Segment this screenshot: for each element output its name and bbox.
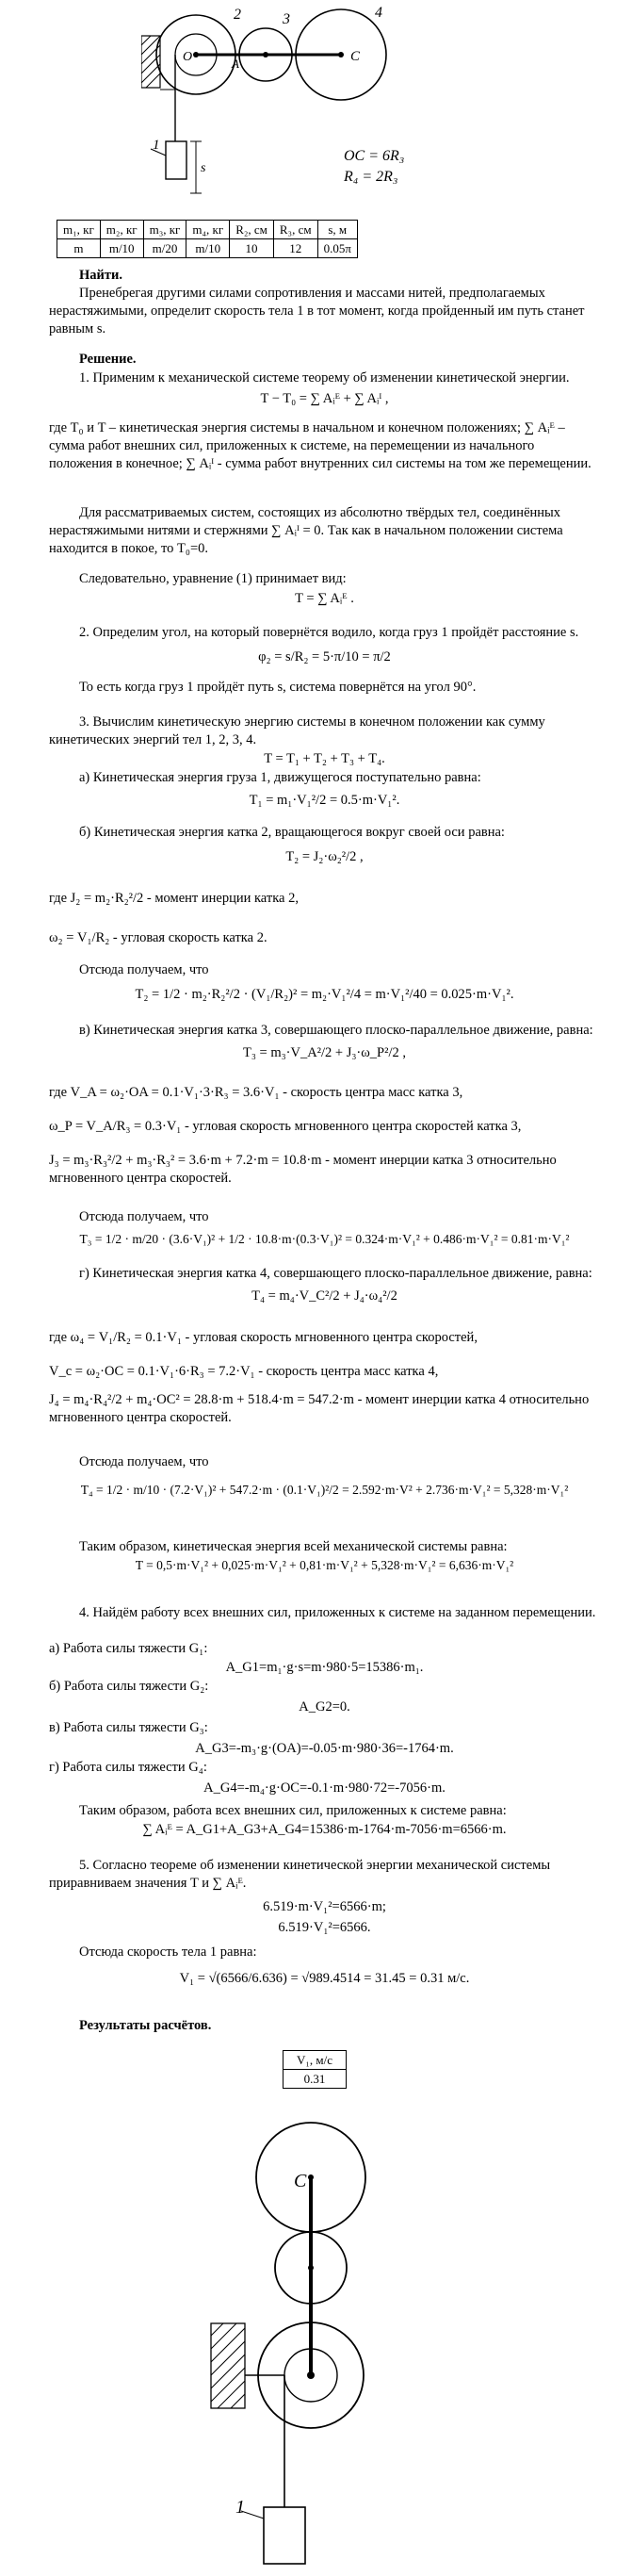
table-row xyxy=(284,2051,347,2070)
step-3d-text: г) Кинетическая энергия катка 4, совершающего плоско-параллельное движение, равна: xyxy=(79,1266,592,1281)
equation-16: A_G4=-m₄·g·OC=-0.1·m·980·72=-7056·m. xyxy=(203,1780,446,1796)
equation-18: 6.519·m·V₁²=6566·m; xyxy=(263,1899,386,1914)
table-row xyxy=(57,221,358,239)
label-1: 1 xyxy=(153,138,160,153)
equation-2: T = ∑ Aᵢᴱ . xyxy=(295,591,354,606)
equation-19: 6.519·V₁²=6566. xyxy=(278,1920,371,1935)
equation-15: A_G3=-m₃·g·(OA)=-0.05·m·980·36=-1764·m. xyxy=(195,1741,454,1756)
step-3d-result-intro: Отсюда получаем, что xyxy=(79,1454,209,1469)
equation-3: φ₂ = s/R₂ = 5·π/10 = π/2 xyxy=(258,649,391,665)
step-3c-velocity: где V_A = ω₂·OA = 0.1·V₁·3·R₃ = 3.6·V₁ - скорость центра масс катка 3, xyxy=(49,1085,463,1100)
table-cell: 12 xyxy=(273,239,317,258)
step-3c-result-intro: Отсюда получаем, что xyxy=(79,1209,209,1224)
table-header-cell: m₂, кг xyxy=(100,221,143,239)
step-3b-result-intro: Отсюда получаем, что xyxy=(79,962,209,977)
step-1-system-note: Для рассматриваемых систем, состоящих из абсолютно твёрдых тел, соединённых нерастяжимыми нитями и стержнями ∑ Aᵢᴵ = 0. Так как в начальном положении система находится в покое, то T₀=0. xyxy=(49,505,563,557)
step-2-conclusion: То есть когда груз 1 пройдёт путь s, система повернётся на угол 90°. xyxy=(79,680,477,695)
find-heading: Найти. xyxy=(79,268,122,283)
step-3c-text: в) Кинетическая энергия катка 3, совершающего плоско-параллельное движение, равна: xyxy=(79,1023,593,1038)
label-4: 4 xyxy=(375,5,382,21)
mechanism-figure-bottom xyxy=(198,2092,414,2568)
mechanism-figure-top xyxy=(141,0,480,209)
table-header-cell: V₁, м/с xyxy=(284,2051,347,2070)
equation-9: T₃ = 1/2 · m/20 · (3.6·V₁)² + 1/2 · 10.8·m·(0.3·V₁)² = 0.324·m·V₁² + 0.486·m·V₁² = 0.81·m·V₁² xyxy=(79,1232,570,1246)
table-cell: 0.05π xyxy=(317,239,357,258)
relation-r4: R₄ = 2R₃ xyxy=(344,169,398,185)
step-3b-text: б) Кинетическая энергия катка 2, вращающегося вокруг своей оси равна: xyxy=(79,825,505,840)
equation-12: T = 0,5·m·V₁² + 0,025·m·V₁² + 0,81·m·V₁² + 5,328·m·V₁² = 6,636·m·V₁² xyxy=(135,1558,514,1572)
table-cell: m/20 xyxy=(143,239,186,258)
equation-20: V₁ = √(6566/6.636) = √989.4514 = 31.45 = 0.31 м/с. xyxy=(179,1971,470,1986)
step-4d-text: г) Работа силы тяжести G₄: xyxy=(49,1760,207,1775)
step-3e-text: Таким образом, кинетическая энергия всей механической системы равна: xyxy=(79,1539,508,1554)
step-3b-angular: ω₂ = V₁/R₂ - угловая скорость катка 2. xyxy=(49,930,267,945)
label-c: C xyxy=(350,49,361,64)
equation-4: T = T₁ + T₂ + T₃ + T₄. xyxy=(264,751,385,766)
step-3-text: 3. Вычислим кинетическую энергию системы в конечном положении как сумму кинетических энергий тел 1, 2, 3, 4. xyxy=(49,714,545,748)
equation-14: A_G2=0. xyxy=(299,1699,350,1715)
step-4b-text: б) Работа силы тяжести G₂: xyxy=(49,1679,209,1694)
equation-17: ∑ Aᵢᴱ = A_G1+A_G3+A_G4=15386·m-1764·m-7056·m=6566·m. xyxy=(142,1822,507,1837)
step-1-consequence: Следовательно, уравнение (1) принимает вид: xyxy=(79,571,347,586)
step-1-explanation: где T₀ и T – кинетическая энергия системы в начальном и конечном положениях; ∑ Aᵢᴱ – сумма работ внешних сил, приложенных к системе, на перемещении из начального положения в конечное; ∑ Aᵢᴵ - сумма работ внутренних сил системы на том же перемещении. xyxy=(49,420,591,472)
table-header-cell: m₁, кг xyxy=(57,221,101,239)
step-3a-text: а) Кинетическая энергия груза 1, движущегося поступательно равна: xyxy=(79,770,481,785)
table-cell: m/10 xyxy=(100,239,143,258)
label-3: 3 xyxy=(283,11,290,27)
equation-7: T₂ = 1/2 · m₂·R₂²/2 · (V₁/R₂)² = m₂·V₁²/4 = m·V₁²/40 = 0.025·m·V₁². xyxy=(135,987,514,1002)
step-3c-inertia: J₃ = m₃·R₃²/2 + m₃·R₃² = 3.6·m + 7.2·m = 10.8·m - момент инерции катка 3 относительно мгновенного центра скоростей. xyxy=(49,1153,557,1187)
step-3d-velocity: V_c = ω₂·OC = 0.1·V₁·6·R₃ = 7.2·V₁ - скорость центра масс катка 4, xyxy=(49,1364,439,1379)
step-5-text: 5. Согласно теореме об изменении кинетической энергии механической системы приравниваем значения T и ∑ Aᵢᴱ. xyxy=(49,1858,551,1892)
table-cell: m xyxy=(57,239,101,258)
table-row xyxy=(284,2070,347,2089)
step-3b-inertia: где J₂ = m₂·R₂²/2 - момент инерции катка 2, xyxy=(49,891,299,906)
table-cell: 10 xyxy=(230,239,274,258)
step-1-text: 1. Применим к механической системе теорему об изменении кинетической энергии. xyxy=(79,370,570,386)
label-c: C xyxy=(294,2171,307,2191)
step-5-result-intro: Отсюда скорость тела 1 равна: xyxy=(79,1944,257,1960)
label-1: 1 xyxy=(235,2497,245,2518)
parameters-table xyxy=(57,220,358,258)
solution-heading: Решение. xyxy=(79,352,137,367)
relation-oc: OC = 6R₃ xyxy=(344,148,405,164)
table-cell: m/10 xyxy=(186,239,230,258)
table-header-cell: R₃, см xyxy=(273,221,317,239)
table-cell: 0.31 xyxy=(284,2070,347,2089)
step-3d-inertia: J₄ = m₄·R₄²/2 + m₄·OC² = 28.8·m + 518.4·m = 547.2·m - момент инерции катка 4 относительно мгновенного центра скоростей. xyxy=(49,1392,590,1426)
label-2: 2 xyxy=(234,7,241,23)
equation-13: A_G1=m₁·g·s=m·980·5=15386·m₁. xyxy=(225,1660,424,1675)
equation-1: T − T₀ = ∑ Aᵢᴱ + ∑ Aᵢᴵ , xyxy=(260,391,389,406)
label-a: A xyxy=(232,57,239,71)
step-3d-angular: где ω₄ = V₁/R₂ = 0.1·V₁ - угловая скорость мгновенного центра скоростей, xyxy=(49,1330,478,1345)
step-3c-angular: ω_P = V_A/R₃ = 0.3·V₁ - угловая скорость мгновенного центра скоростей катка 3, xyxy=(49,1119,522,1134)
step-2-text: 2. Определим угол, на который повернётся водило, когда груз 1 пройдёт расстояние s. xyxy=(79,625,579,640)
find-text: Пренебрегая другими силами сопротивления и массами нитей, предполагаемых нерастяжимыми, определит скорость тела 1 в тот момент, когда пройденный им путь станет равным s. xyxy=(49,286,585,337)
results-heading: Результаты расчётов. xyxy=(79,2018,212,2033)
table-header-cell: m₃, кг xyxy=(143,221,186,239)
step-4c-text: в) Работа силы тяжести G₃: xyxy=(49,1720,208,1735)
equation-11: T₄ = 1/2 · m/10 · (7.2·V₁)² + 547.2·m · (0.1·V₁)²/2 = 2.592·m·V² + 2.736·m·V₁² = 5,328·m·V₁² xyxy=(80,1483,569,1497)
table-header-cell: s, м xyxy=(317,221,357,239)
label-s: s xyxy=(201,161,206,175)
step-4-text: 4. Найдём работу всех внешних сил, приложенных к системе на заданном перемещении. xyxy=(79,1605,596,1620)
step-4a-text: а) Работа силы тяжести G₁: xyxy=(49,1641,208,1656)
table-row xyxy=(57,239,358,258)
equation-6: T₂ = J₂·ω₂²/2 , xyxy=(285,849,364,864)
step-4e-text: Таким образом, работа всех внешних сил, приложенных к системе равна: xyxy=(79,1803,507,1818)
table-header-cell: m₄, кг xyxy=(186,221,230,239)
equation-10: T₄ = m₄·V_C²/2 + J₄·ω₄²/2 xyxy=(251,1288,397,1304)
label-o: O xyxy=(183,50,193,64)
equation-8: T₃ = m₃·V_A²/2 + J₃·ω_P²/2 , xyxy=(242,1045,406,1060)
results-table xyxy=(283,2050,347,2089)
table-header-cell: R₂, см xyxy=(230,221,274,239)
equation-5: T₁ = m₁·V₁²/2 = 0.5·m·V₁². xyxy=(249,793,400,808)
